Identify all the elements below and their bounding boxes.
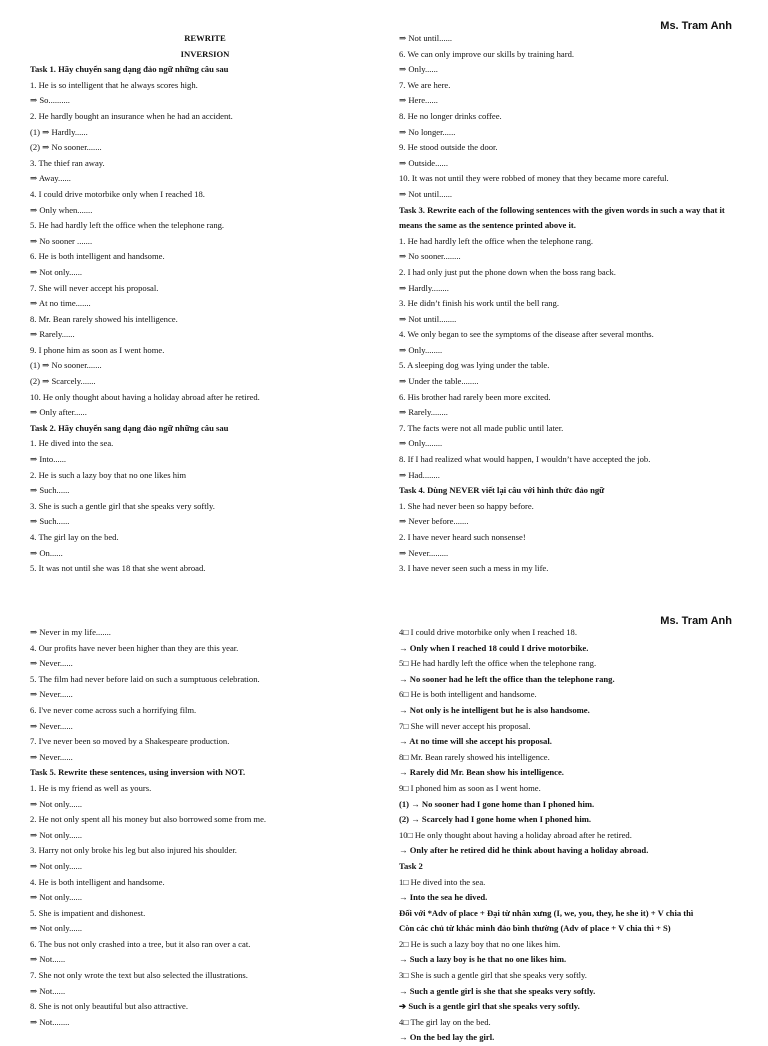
- text-line: 8. If I had realized what would happen, I wouldn’t have accepted the job.: [399, 454, 651, 465]
- text-line: 7. She not only wrote the text but also selected the illustrations.: [30, 970, 248, 981]
- bold-text-line: Còn các chủ từ khác mình đảo bình thường (Adv of place + V chia thì + S): [399, 923, 671, 934]
- text-line: ⇒ Not until......: [399, 188, 453, 199]
- text-line: 6□ He is both intelligent and handsome.: [399, 689, 537, 700]
- text-line: 9. He stood outside the door.: [399, 142, 498, 153]
- text-line: 3□ She is such a gentle girl that she speaks very softly.: [399, 970, 587, 981]
- page1-left-column: [30, 31, 380, 577]
- bold-text-line: → Into the sea he dived.: [399, 892, 488, 903]
- text-line: 7. The facts were not all made public until later.: [399, 422, 564, 433]
- text-line: (1) ⇒ No sooner.......: [30, 360, 102, 371]
- text-line: 1. She had never been so happy before.: [399, 500, 534, 511]
- text-line: ⇒ Under the table........: [399, 376, 479, 387]
- text-line: 1. He is my friend as well as yours.: [30, 782, 152, 793]
- text-line: ⇒ Not only......: [30, 923, 82, 934]
- text-line: 7. I've never been so moved by a Shakespeare production.: [30, 736, 230, 747]
- text-line: ⇒ Away......: [30, 173, 71, 184]
- bold-text-line: → Not only is he intelligent but he is also handsome.: [399, 704, 590, 715]
- bold-text-line: → No sooner had he left the office than the telephone rang.: [399, 673, 615, 684]
- page2-right-column: [399, 625, 749, 1046]
- text-line: 2□ He is such a lazy boy that no one likes him.: [399, 938, 561, 949]
- text-line: 7□ She will never accept his proposal.: [399, 720, 531, 731]
- text-line: 4. He is both intelligent and handsome.: [30, 876, 165, 887]
- text-line: ⇒ Not......: [30, 954, 66, 965]
- text-line: ⇒ Not until......: [399, 33, 453, 43]
- text-line: ⇒ Not until........: [399, 313, 457, 324]
- text-line: 8□ Mr. Bean rarely showed his intelligence.: [399, 751, 550, 762]
- text-line: ⇒ Only........: [399, 344, 443, 355]
- text-line: 7. We are here.: [399, 79, 451, 90]
- text-line: (2) ⇒ No sooner.......: [30, 142, 102, 153]
- bold-text-line: → Rarely did Mr. Bean show his intelligence.: [399, 767, 564, 778]
- text-line: ⇒ Only after......: [30, 407, 87, 418]
- page2-left-column: [30, 625, 380, 1030]
- text-line: 2. He hardly bought an insurance when he had an accident.: [30, 110, 233, 121]
- text-line: ⇒ Outside......: [399, 157, 448, 168]
- text-line: ⇒ Into......: [30, 454, 67, 465]
- text-line: 2. I have never heard such nonsense!: [399, 532, 526, 542]
- text-line: ⇒ On......: [30, 547, 63, 558]
- text-line: ⇒ Never.........: [399, 547, 449, 558]
- text-line: 6. We can only improve our skills by training hard.: [399, 48, 575, 59]
- text-line: ⇒ Rarely......: [30, 329, 75, 340]
- text-line: 7. She will never accept his proposal.: [30, 282, 159, 293]
- text-line: 2. He is such a lazy boy that no one likes him: [30, 469, 187, 480]
- text-line: 5□ He had hardly left the office when the telephone rang.: [399, 658, 597, 669]
- text-line: ⇒ Only........: [399, 438, 443, 449]
- bold-text-line: Đối với *Adv of place + Đại từ nhân xưng (I, we, you, they, he she it) + V chia thì: [399, 907, 694, 918]
- text-line: 1. He dived into the sea.: [30, 438, 114, 449]
- bold-text-line: Task 5. Rewrite these sentences, using inversion with NOT.: [30, 767, 246, 778]
- text-line: 4□ I could drive motorbike only when I reached 18.: [399, 627, 577, 637]
- text-line: 1. He is so intelligent that he always scores high.: [30, 79, 198, 90]
- text-line: ⇒ Never in my life.......: [30, 627, 111, 637]
- bold-text-line: (1) → No sooner had I gone home than I phoned him.: [399, 798, 595, 809]
- text-line: ⇒ So..........: [30, 95, 70, 106]
- bold-text-line: ➔ Such is a gentle girl that she speaks very softly.: [399, 1001, 580, 1012]
- text-line: ⇒ Rarely........: [399, 407, 448, 418]
- text-line: 3. The thief ran away.: [30, 157, 105, 168]
- text-line: 9. I phone him as soon as I went home.: [30, 344, 165, 355]
- text-line: ⇒ Not only......: [30, 860, 82, 871]
- bold-text-line: Task 1. Hãy chuyển sang dạng đảo ngữ những câu sau: [30, 64, 229, 75]
- text-line: ⇒ Such......: [30, 516, 70, 527]
- text-line: ⇒ Here......: [399, 95, 438, 106]
- text-line: 4. I could drive motorbike only when I reached 18.: [30, 188, 205, 199]
- text-line: ⇒ No sooner........: [399, 251, 461, 262]
- bold-text-line: means the same as the sentence printed above it.: [399, 220, 576, 231]
- text-line: ⇒ Not......: [30, 985, 66, 996]
- text-line: 8. She is not only beautiful but also attractive.: [30, 1001, 188, 1012]
- text-line: ⇒ At no time.......: [30, 298, 91, 309]
- text-line: ⇒ Only when.......: [30, 204, 93, 215]
- text-line: ⇒ No sooner .......: [30, 235, 93, 246]
- author-name: Ms. Tram Anh: [660, 615, 732, 627]
- text-line: 6. He is both intelligent and handsome.: [30, 251, 165, 262]
- text-line: (1) ⇒ Hardly......: [30, 126, 88, 137]
- text-line: 5. He had hardly left the office when the telephone rang.: [30, 220, 225, 231]
- text-line: 2. I had only just put the phone down when the boss rang back.: [399, 266, 616, 277]
- bold-text-line: → At no time will she accept his proposal.: [399, 736, 552, 747]
- text-line: 5. She is impatient and dishonest.: [30, 907, 146, 918]
- text-line: 4. The girl lay on the bed.: [30, 532, 119, 542]
- text-line: (2) ⇒ Scarcely.......: [30, 376, 96, 387]
- heading-line: REWRITE: [184, 33, 226, 43]
- text-line: 1. He had hardly left the office when the telephone rang.: [399, 235, 594, 246]
- text-line: 8. He no longer drinks coffee.: [399, 110, 502, 121]
- bold-text-line: → Only when I reached 18 could I drive motorbike.: [399, 642, 589, 653]
- bold-text-line: (2) → Scarcely had I gone home when I phoned him.: [399, 814, 592, 825]
- text-line: ⇒ Hardly........: [399, 282, 449, 293]
- text-line: ⇒ Never......: [30, 658, 73, 669]
- text-line: 10□ He only thought about having a holiday abroad after he retired.: [399, 829, 632, 840]
- text-line: ⇒ Never......: [30, 720, 73, 731]
- text-line: 5. It was not until she was 18 that she went abroad.: [30, 563, 206, 574]
- text-line: ⇒ Only......: [399, 64, 438, 75]
- text-line: 6. His brother had rarely been more excited.: [399, 391, 551, 402]
- text-line: 5. The film had never before laid on such a sumptuous celebration.: [30, 673, 260, 684]
- text-line: ⇒ No longer......: [399, 126, 456, 137]
- text-line: 8. Mr. Bean rarely showed his intelligence.: [30, 313, 178, 324]
- text-line: 4. We only began to see the symptoms of the disease after several months.: [399, 329, 654, 340]
- bold-text-line: Task 4. Dùng NEVER viết lại câu với hình thức đảo ngữ: [399, 485, 605, 496]
- text-line: 2. He not only spent all his money but also borrowed some from me.: [30, 814, 267, 825]
- text-line: 1□ He dived into the sea.: [399, 876, 486, 887]
- text-line: 6. I've never come across such a horrifying film.: [30, 704, 197, 715]
- bold-text-line: Task 3. Rewrite each of the following sentences with the given words in such a way that it: [399, 204, 725, 215]
- text-line: 3. He didn’t finish his work until the bell rang.: [399, 298, 559, 309]
- text-line: ⇒ Never before.......: [399, 516, 469, 527]
- text-line: 3. She is such a gentle girl that she speaks very softly.: [30, 500, 215, 511]
- text-line: ⇒ Such......: [30, 485, 70, 496]
- text-line: 10. It was not until they were robbed of money that they became more careful.: [399, 173, 669, 184]
- text-line: ⇒ Not only......: [30, 892, 82, 903]
- text-line: ⇒ Never......: [30, 689, 73, 700]
- text-line: ⇒ Not only......: [30, 829, 82, 840]
- bold-text-line: → On the bed lay the girl.: [399, 1032, 495, 1043]
- text-line: ⇒ Had........: [399, 469, 440, 480]
- bold-text-line: Task 2. Hãy chuyển sang dạng đảo ngữ những câu sau: [30, 422, 229, 433]
- heading-line: INVERSION: [180, 48, 230, 59]
- bold-text-line: Task 2: [399, 860, 423, 871]
- text-line: 4□ The girl lay on the bed.: [399, 1016, 491, 1027]
- bold-text-line: → Only after he retired did he think about having a holiday abroad.: [399, 845, 649, 856]
- text-line: 10. He only thought about having a holiday abroad after he retired.: [30, 391, 260, 402]
- text-line: ⇒ Not only......: [30, 798, 82, 809]
- text-line: 9□ I phoned him as soon as I went home.: [399, 782, 541, 793]
- text-line: 5. A sleeping dog was lying under the table.: [399, 360, 550, 371]
- bold-text-line: → Such a lazy boy is he that no one likes him.: [399, 954, 567, 965]
- text-line: ⇒ Not........: [30, 1016, 70, 1027]
- bold-text-line: → Such a gentle girl is she that she speaks very softly.: [399, 985, 596, 996]
- text-line: 3. I have never seen such a mess in my life.: [399, 563, 549, 574]
- author-name: Ms. Tram Anh: [660, 20, 732, 32]
- text-line: ⇒ Not only......: [30, 266, 82, 277]
- text-line: ⇒ Never......: [30, 751, 73, 762]
- page1-right-column: [399, 31, 749, 577]
- text-line: 3. Harry not only broke his leg but also injured his shoulder.: [30, 845, 237, 856]
- text-line: 6. The bus not only crashed into a tree, but it also ran over a cat.: [30, 938, 251, 949]
- text-line: 4. Our profits have never been higher than they are this year.: [30, 642, 239, 653]
